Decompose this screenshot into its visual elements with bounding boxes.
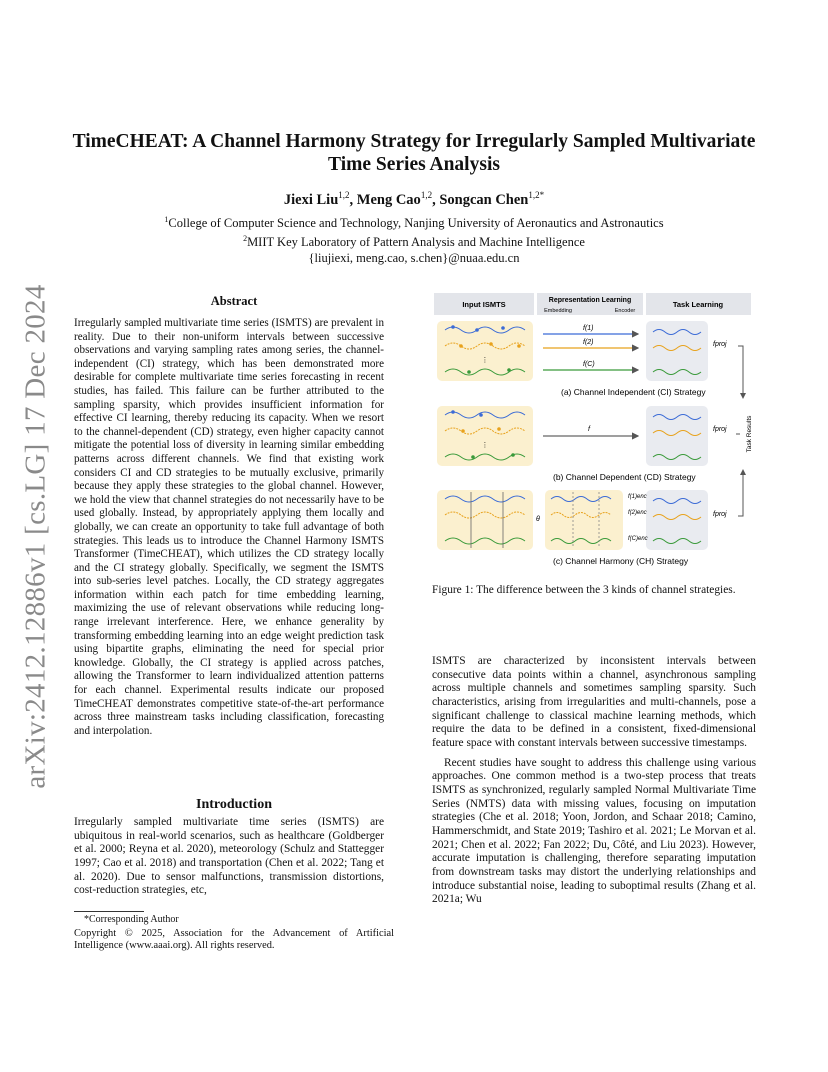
label-fc: f(C) — [583, 361, 595, 368]
strategy-diagram — [433, 288, 755, 572]
label-fenc2: f(2)enc — [628, 510, 647, 516]
header-embedding: Embedding — [544, 308, 572, 314]
label-c: (c) Channel Harmony (CH) Strategy — [553, 556, 689, 566]
paragraph-ismts: ISMTS are characterized by inconsistent intervals between consecutive data points within a channel, asynchronous sampling across multiple channels and sometimes sampling sparsity. Such characteristics, arising from irregularities and multi-channels, pose a significant challenge to classical machine learning methods, which require the data to be defined in a consistent, fixed-dimensional feature space with constant intervals between successive timestamps. — [432, 655, 756, 749]
panel-b-input — [437, 406, 533, 466]
author-list — [60, 190, 768, 209]
header-input: Input ISMTS — [462, 300, 506, 309]
label-fencc: f(C)enc — [628, 536, 648, 542]
arrow-results-a — [738, 346, 743, 398]
arxiv-id: arXiv:2412.12886v1 [cs.LG] 17 Dec 2024 — [19, 283, 52, 789]
affiliation-1: $^1$College of Computer Science and Technology, Nanjing University of Aeronautics and Astronautics — [164, 215, 664, 231]
panel-c-embedding — [545, 490, 623, 550]
arxiv-watermark — [8, 0, 64, 1072]
footnote-rule — [74, 911, 144, 912]
figure-caption: Figure 1: The difference between the 3 kinds of channel strategies. — [432, 584, 736, 596]
label-fproj-c: fproj — [713, 511, 727, 518]
abstract-paragraph: Irregularly sampled multivariate time series (ISMTS) are prevalent in reality. Due to their non-uniform intervals between successive observations and varying sampling rates among series, the channel-independent (CI) strategy, which has been demonstrated more desirable for complete multivariate time series forecasting in recent studies, has failed. This failure can be further attributed to the sampling sparsity, which provides insufficient information for effective CI learning, thereby reducing its capacity. When we resort to the channel-dependent (CD) strategy, even higher capacity cannot mitigate the potential loss of diversity in learning similar embedding patterns across different channels. We find that existing work considers CI and CD strategies to be mutually exclusive, primarily because they apply these strategies to the global channel. However, we hold the view that channel strategies do not necessarily have to be used globally. Instead, by appropriately applying them locally and globally, we can create an opportunity to take full advantage of both strategies. This leads us to introduce the Channel Harmony ISMTS Transformer (TimeCHEAT), which utilizes the CD strategy locally and the CI strategy globally. Specifically, we segment the ISMTS into sub-series level patches. Locally, the CD strategy aggregates information within each patch for time embedding learning, maximizing the use of relevant observations while reducing long-range irrelevant interference. Here, we enhance generality by transforming embedding learning into an edge weight prediction task using bipartite graphs, eliminating the need for special prior knowledge. Globally, the CI strategy is applied across patches, allowing the Transformer to learn individualized attention patterns for each channel. Experimental results indicate our proposed TimeCHEAT demonstrates competitive state-of-the-art performance across three mainstream tasks including classification, forecasting and interpolation. — [74, 317, 384, 737]
author: Meng Cao$^{1,2}$, — [356, 190, 440, 208]
copyright-notice: Copyright © 2025, Association for the Advancement of Artificial Intelligence (www.aaai.org). All rights reserved. — [74, 928, 394, 952]
introduction-heading: Introduction — [196, 797, 272, 812]
title-line-2: Time Series Analysis — [328, 154, 500, 175]
svg-text:⋮: ⋮ — [481, 442, 489, 449]
figure-1 — [433, 288, 755, 572]
label-b: (b) Channel Dependent (CD) Strategy — [553, 472, 696, 482]
label-fenc1: f(1)enc — [628, 494, 647, 500]
right-column-body — [432, 655, 756, 907]
header-task: Task Learning — [672, 300, 724, 309]
footnote: *Corresponding Author — [84, 914, 179, 925]
label-f2: f(2) — [583, 339, 594, 346]
header-repr: Representation Learning — [548, 297, 632, 304]
abstract-heading: Abstract — [210, 294, 258, 308]
introduction-body — [74, 816, 384, 898]
paragraph-recent-studies: Recent studies have sought to address this challenge using various approaches. One common method is a two-step process that treats ISMTS as synchronized, regularly sampled Normal Multivariate Time Series (NMTS) data with missing values, focusing on imputation strategies (Che et al. 2018; Yoon, Jordon, and Schaar 2018; Camino, Hammerschmidt, and State 2019; Tashiro et al. 2021; Le Morvan et al. 2021; Chen et al. 2022; Fan 2022; Du, Côté, and Liu 2023). However, accurate imputation is challenging, therefore separating imputation from downstream tasks may distort the underlying relationships and introduce substantial noise, leading to suboptimal results (Zhang et al. 2021a; Wu — [432, 756, 756, 906]
affiliation-2: $^2$MIIT Key Laboratory of Pattern Analysis and Machine Intelligence — [243, 234, 585, 250]
affiliations — [60, 212, 768, 266]
author-emails: {liujiexi, meng.cao, s.chen}@nuaa.edu.cn — [308, 251, 520, 266]
paper-title — [60, 130, 768, 176]
title-line-1: TimeCHEAT: A Channel Harmony Strategy for Irregularly Sampled Multivariate — [72, 131, 756, 152]
header-encoder: Encoder — [614, 308, 636, 314]
author: Jiexi Liu$^{1,2}$, — [283, 190, 357, 208]
label-a: (a) Channel Independent (CI) Strategy — [561, 387, 706, 397]
label-theta: θ — [536, 516, 540, 523]
label-task-results: Task Results — [746, 415, 753, 453]
panel-a-input — [437, 321, 533, 381]
intro-paragraph: Irregularly sampled multivariate time series (ISMTS) are ubiquitous in real-world scenarios, such as healthcare (Goldberger et al. 2000; Reyna et al. 2020), meteorology (Schulz and Stattegger 1997; Cao et al. 2018) and transportation (Chen et al. 2022; Tang et al. 2020). Due to sensor malfunctions, transmission distortions, cost-reduction strategies, etc, — [74, 816, 384, 897]
author: Songcan Chen$^{1,2*}$ — [439, 190, 545, 208]
abstract-body — [74, 317, 384, 738]
label-f: f — [588, 426, 590, 433]
label-fproj-b: fproj — [713, 426, 727, 433]
arrow-results-c — [738, 470, 743, 516]
panel-c-input — [437, 490, 533, 550]
svg-text:⋮: ⋮ — [481, 357, 489, 364]
label-f1: f(1) — [583, 325, 594, 332]
label-fproj-a: fproj — [713, 341, 727, 348]
